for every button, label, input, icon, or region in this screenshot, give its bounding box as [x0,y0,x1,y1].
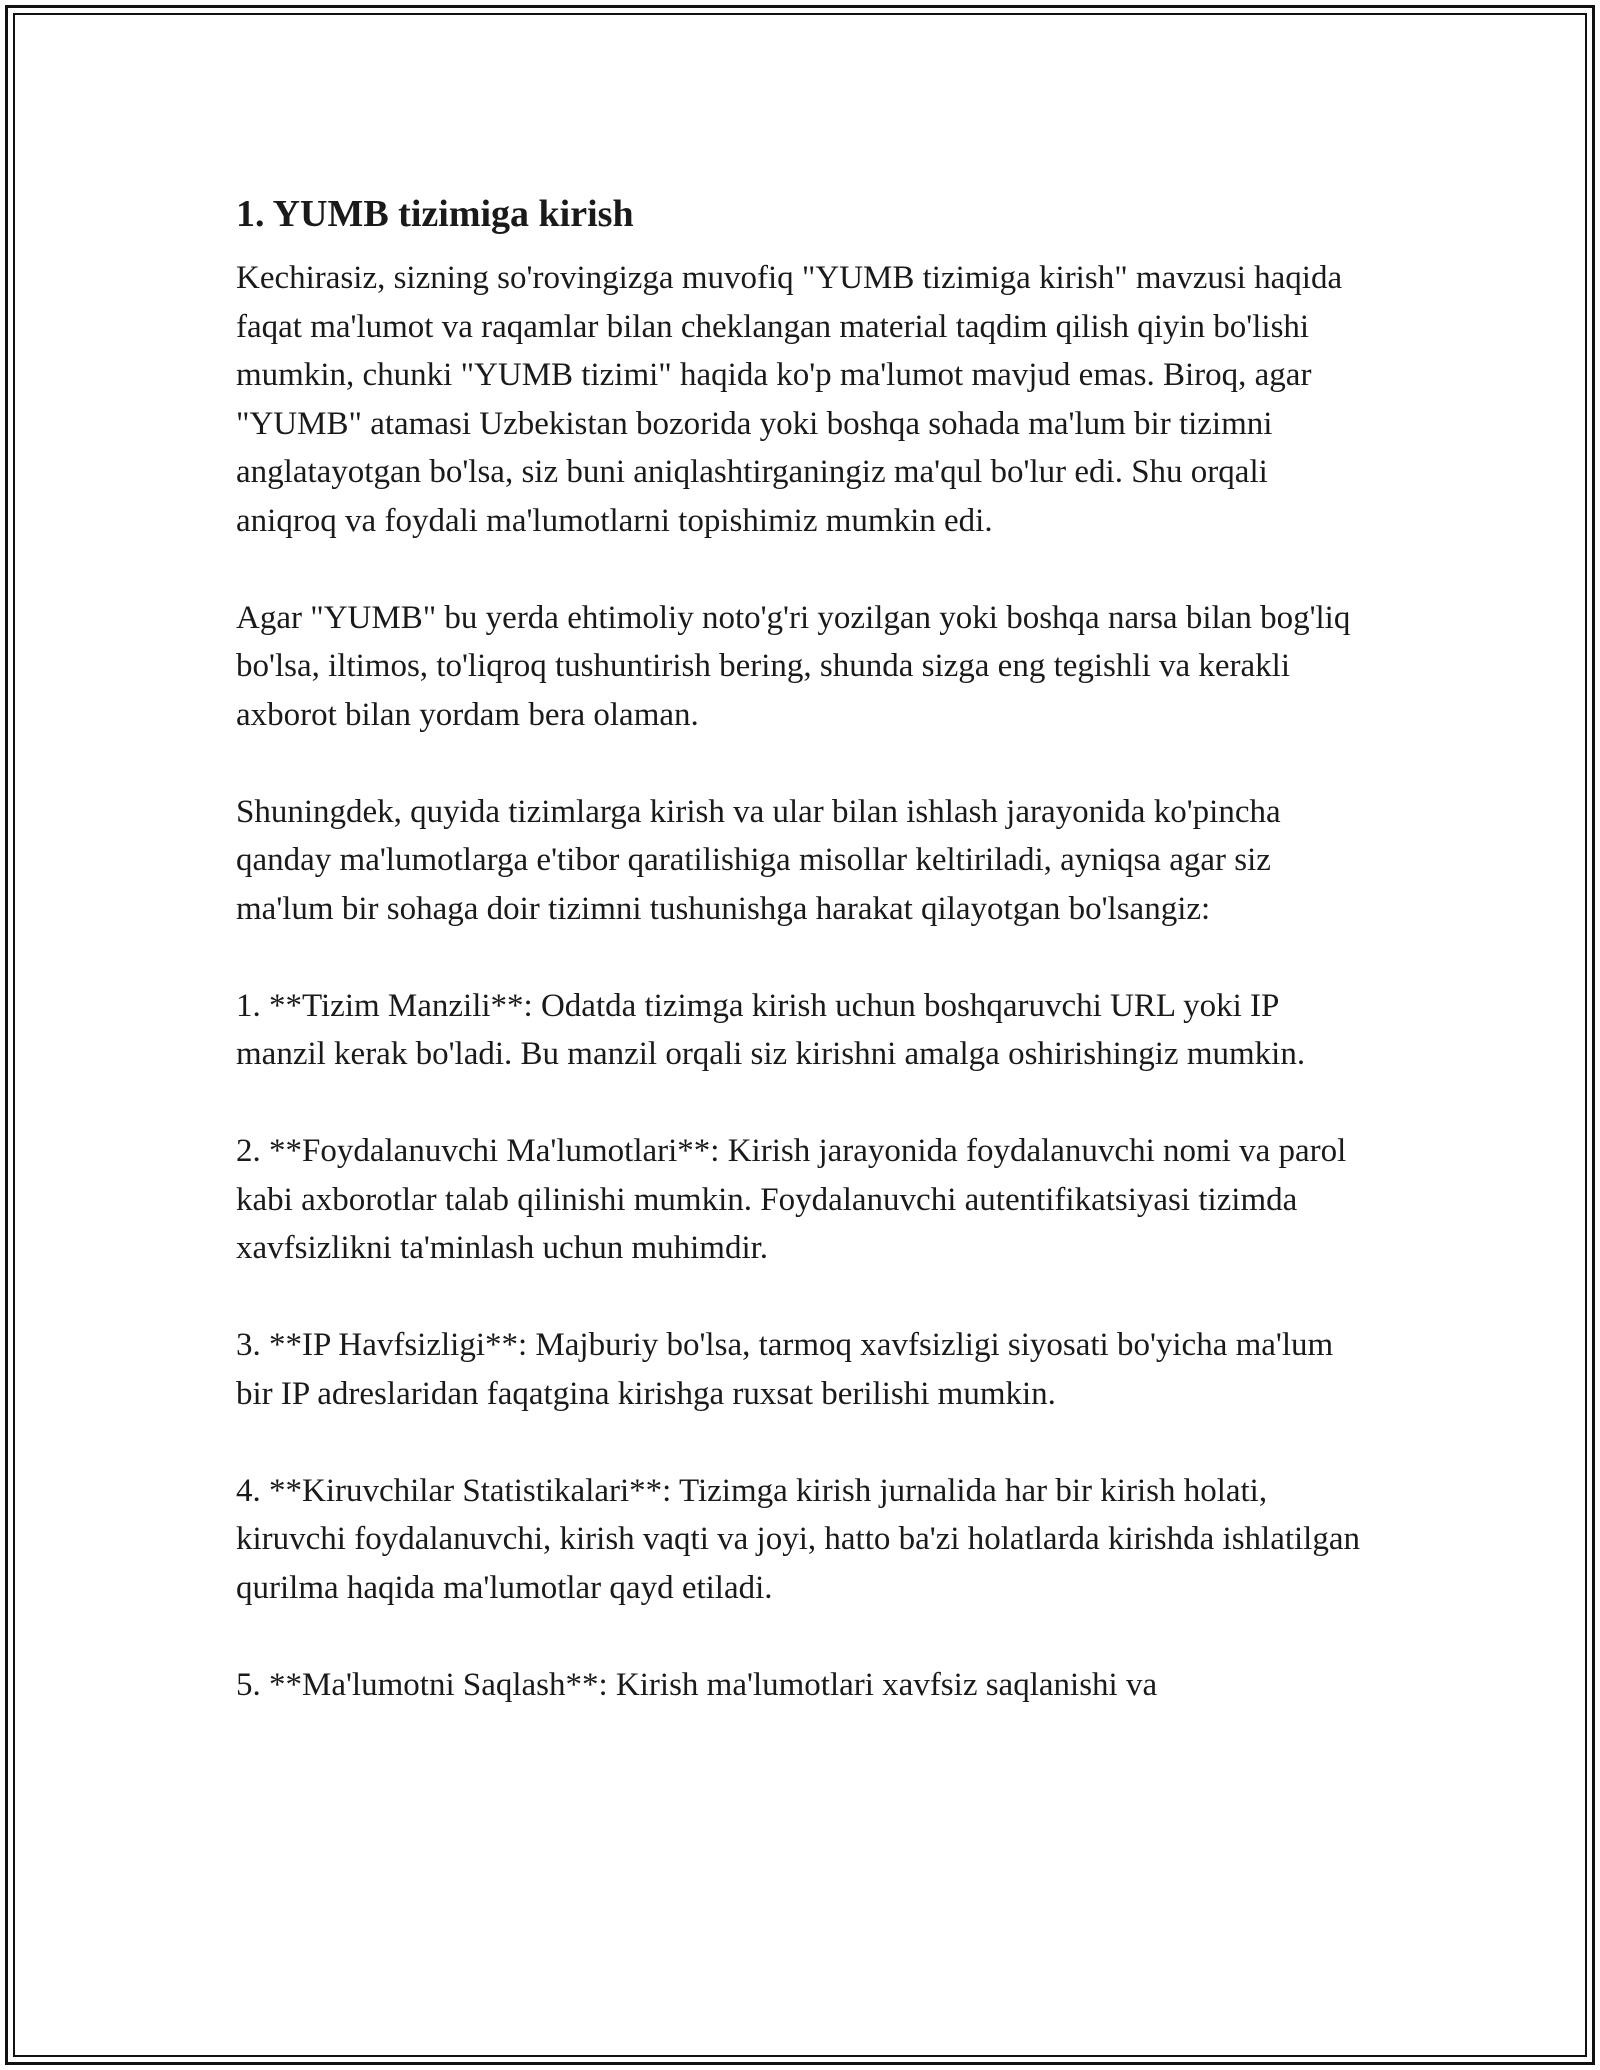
section-heading: 1. YUMB tizimiga kirish [236,193,634,235]
list-item-ip-security: 3. **IP Havfsizligi**: Majburiy bo'lsa, tarmoq xavfsizligi siyosati bo'yicha ma'lum bir IP adreslaridan faqatgina kirishga ruxsat berilishi mumkin. [236,1327,1334,1412]
list-item-data-storage: 5. **Ma'lumotni Saqlash**: Kirish ma'lumotlari xavfsiz saqlanishi va [236,1666,1158,1703]
list-item-user-data: 2. **Foydalanuvchi Ma'lumotlari**: Kirish jarayonida foydalanuvchi nomi va parol kabi axborotlar talab qilinishi mumkin. Foydalanuvchi autentifikatsiyasi tizimda xavfsizlikni ta'minlash uchun muhimdir. [236,1133,1347,1266]
intro-paragraph: Kechirasiz, sizning so'rovingizga muvofiq "YUMB tizimiga kirish" mavzusi haqida faqat ma'lumot va raqamlar bilan cheklangan material taqdim qilish qiyin bo'lishi mumkin, chunki "YUMB tizimi" haqida ko'p ma'lumot mavjud emas. Biroq, agar "YUMB" atamasi Uzbekistan bozorida yoki boshqa sohada ma'lum bir tizimni anglatayotgan bo'lsa, siz buni aniqlashtirganingiz ma'qul bo'lur edi. Shu orqali aniqroq va foydali ma'lumotlarni topishimiz mumkin edi. [236,260,1343,539]
document-body [236,184,1376,1758]
clarification-paragraph: Agar "YUMB" bu yerda ehtimoliy noto'g'ri yozilgan yoki boshqa narsa bilan bog'liq bo'lsa, iltimos, to'liqroq tushuntirish bering, shunda sizga eng tegishli va kerakli axborot bilan yordam bera olaman. [236,599,1351,733]
examples-intro-paragraph: Shuningdek, quyida tizimlarga kirish va ular bilan ishlash jarayonida ko'pincha qanday ma'lumotlarga e'tibor qaratilishiga misollar keltiriladi, ayniqsa agar siz ma'lum bir sohaga doir tizimni tushunishga harakat qilayotgan bo'lsangiz: [236,793,1281,927]
list-item-system-address: 1. **Tizim Manzili**: Odatda tizimga kirish uchun boshqaruvchi URL yoki IP manzil kerak bo'ladi. Bu manzil orqali siz kirishni amalga oshirishingiz mumkin. [236,987,1306,1072]
list-item-login-statistics: 4. **Kiruvchilar Statistikalari**: Tizimga kirish jurnalida har bir kirish holati, kiruvchi foydalanuvchi, kirish vaqti va joyi, hatto ba'zi holatlarda kirishda ishlatilgan qurilma haqida ma'lumotlar qayd etiladi. [236,1472,1360,1606]
